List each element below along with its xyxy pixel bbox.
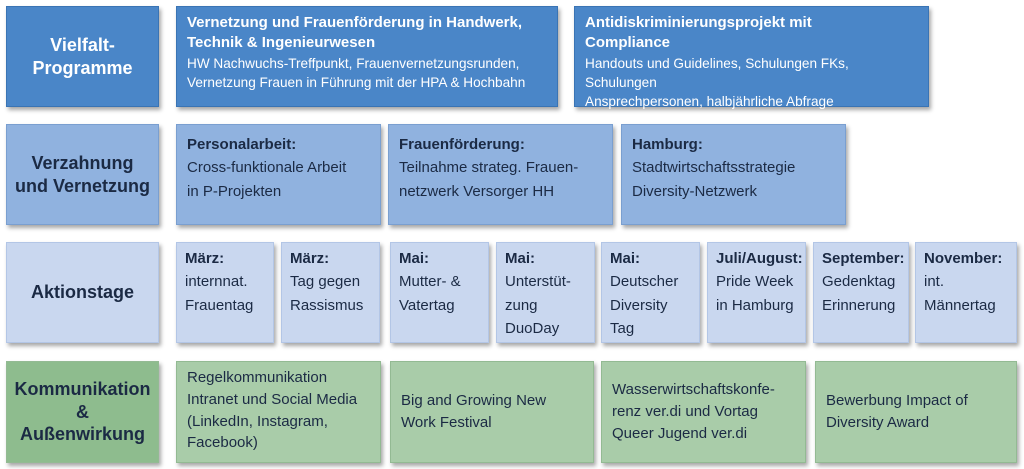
card-title: Antidiskriminierungsprojekt mit Compliance	[585, 14, 812, 52]
card-description: Big and Growing New Work Festival	[401, 392, 547, 431]
card-description: Pride Week in Hamburg	[716, 273, 794, 314]
card-description: Teilnahme strateg. Frauen- netzwerk Versorger HH	[399, 159, 579, 200]
program-card-antidiskriminierung	[574, 6, 929, 107]
action-day-pride-week	[707, 242, 806, 343]
comm-card-new-work-festival	[390, 361, 594, 463]
card-description: int. Männertag	[924, 273, 996, 314]
card-frauenfoerderung	[388, 124, 613, 225]
action-day-september-gedenktag	[813, 242, 909, 343]
card-title: Mai:	[399, 250, 429, 267]
row-label-text: Verzahnung und Vernetzung	[15, 153, 150, 196]
row-label-aktionstage	[6, 242, 159, 343]
card-hamburg	[621, 124, 846, 225]
action-day-mai-muttertag	[390, 242, 489, 343]
card-title: Mai:	[610, 250, 640, 267]
row-label-vielfalt-programme	[6, 6, 159, 107]
comm-card-wasserwirtschaftskonferenz	[601, 361, 806, 463]
card-title: Personalarbeit:	[187, 136, 297, 153]
card-description: Stadtwirtschaftsstrategie Diversity-Netzwerk	[632, 159, 796, 200]
card-description: Handouts und Guidelines, Schulungen FKs, Schulungen Ansprechpersonen, halbjährliche Abfrage	[585, 55, 849, 109]
card-description: Tag gegen Rassismus	[290, 273, 364, 314]
card-title: Frauenförderung:	[399, 136, 525, 153]
action-day-november-maennertag	[915, 242, 1017, 343]
row-label-kommunikation	[6, 361, 159, 463]
card-description: Unterstüt- zung DuoDay	[505, 273, 571, 337]
card-title: Hamburg:	[632, 136, 703, 153]
card-title: Vernetzung und Frauenförderung in Handwerk, Technik & Ingenieurwesen	[187, 14, 523, 52]
card-title: November:	[924, 250, 1003, 267]
card-description: Regelkommunikation Intranet und Social Media (LinkedIn, Instagram, Facebook)	[187, 369, 358, 452]
row-label-text: Vielfalt- Programme	[32, 35, 133, 78]
card-title: Juli/August:	[716, 250, 803, 267]
card-description: internnat. Frauentag	[185, 273, 254, 314]
card-description: Bewerbung Impact of Diversity Award	[826, 392, 968, 431]
card-description: Deutscher Diversity Tag	[610, 273, 679, 337]
card-description: Wasserwirtschaftskonfe- renz ver.di und Vortag Queer Jugend ver.di	[612, 381, 775, 442]
action-day-maerz-frauentag	[176, 242, 274, 343]
card-description: HW Nachwuchs-Treffpunkt, Frauenvernetzungsrunden, Vernetzung Frauen in Führung mit der HPA & Hochbahn	[187, 55, 526, 90]
action-day-maerz-rassismus	[281, 242, 380, 343]
card-title: März:	[290, 250, 330, 267]
card-personalarbeit	[176, 124, 381, 225]
action-day-mai-diversity-tag	[601, 242, 700, 343]
card-description: Cross-funktionale Arbeit in P-Projekten	[187, 159, 347, 200]
card-title: Mai:	[505, 250, 535, 267]
row-label-verzahnung-vernetzung	[6, 124, 159, 225]
program-card-handwerk-technik	[176, 6, 558, 107]
comm-card-regelkommunikation	[176, 361, 381, 463]
card-title: März:	[185, 250, 225, 267]
comm-card-impact-of-diversity	[815, 361, 1017, 463]
row-label-text: Kommunikation & Außenwirkung	[14, 379, 151, 445]
card-description: Mutter- & Vatertag	[399, 273, 461, 314]
action-day-mai-duoday	[496, 242, 595, 343]
row-label-text: Aktionstage	[30, 282, 135, 303]
card-description: Gedenktag Erinnerung	[822, 273, 896, 314]
card-title: September:	[822, 250, 905, 267]
